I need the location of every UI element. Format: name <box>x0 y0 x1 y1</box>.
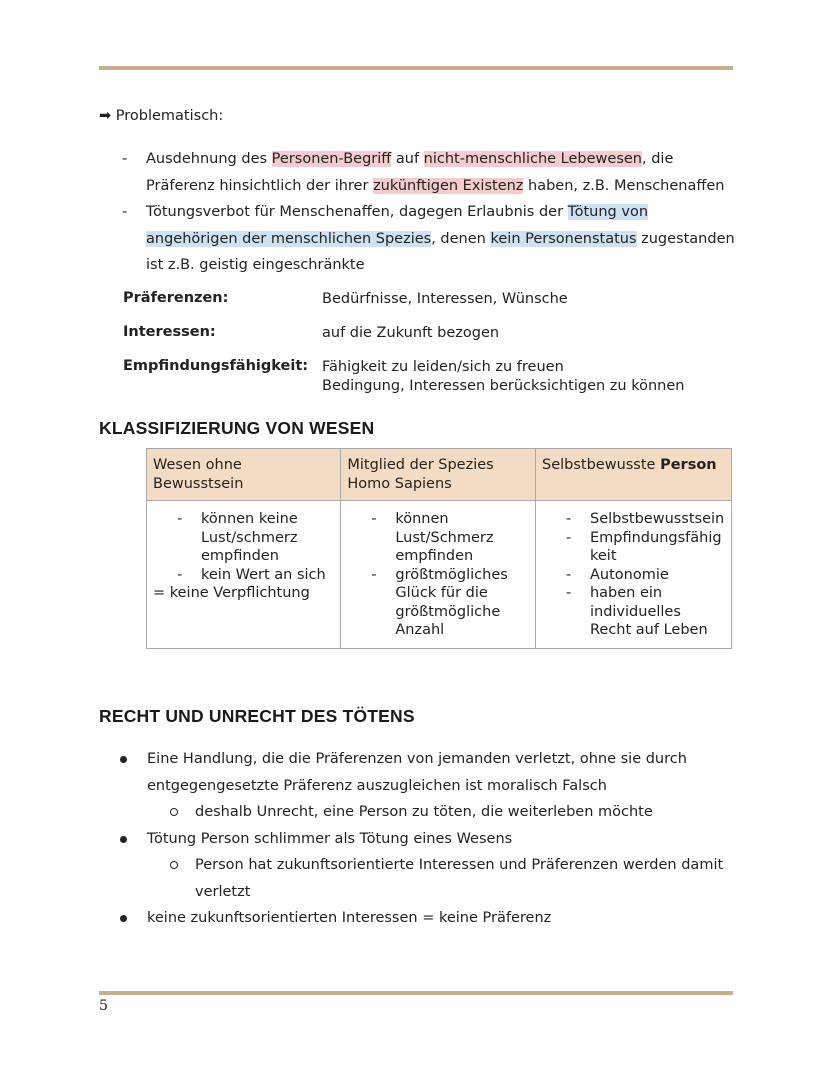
list-item <box>153 566 334 585</box>
highlight-blue: kein Personenstatus <box>490 230 637 247</box>
item-text: größtmögliches Glück für die größtmögliche Anzahl <box>395 566 508 638</box>
header-text: Wesen ohne Bewusstsein <box>153 457 244 492</box>
bullet-text: keine zukunftsorientierten Interessen = keine Präferenz <box>147 910 552 926</box>
definition-value <box>322 358 684 395</box>
list-item <box>542 566 725 585</box>
header-text: Selbstbewusste <box>541 457 661 473</box>
header-bold-text: Person <box>660 457 717 473</box>
item-text: können Lust/Schmerz empfinden <box>395 511 494 564</box>
list-item <box>153 510 334 566</box>
problem-text: Tötungsverbot für Menschenaffen, dagegen Erlaubnis der <box>146 204 568 220</box>
problem-item <box>122 146 742 199</box>
table-header-cell <box>341 449 536 501</box>
problem-text: , die Präferenz hinsichtlich der ihrer <box>146 151 674 194</box>
top-divider <box>99 66 733 70</box>
bullet-dot <box>120 756 127 763</box>
sub-bullet-text: Person hat zukunftsorientierte Interessen und Präferenzen werden damit verletzt <box>195 857 724 900</box>
bullet-item <box>120 746 740 799</box>
cell-list <box>347 510 529 640</box>
problem-text: haben, z.B. Menschenaffen <box>523 177 725 194</box>
classification-table <box>146 448 732 649</box>
problem-text: , denen <box>431 230 491 247</box>
bullet-text: Tötung Person schlimmer als Tötung eines Wesens <box>147 830 513 847</box>
cell-footer: = keine Verpflichtung <box>153 585 310 601</box>
sub-bullet-circle <box>170 808 178 816</box>
page-number: 5 <box>99 998 108 1014</box>
sub-bullet-text: deshalb Unrecht, eine Person zu töten, die weiterleben möchte <box>195 804 653 820</box>
list-item <box>542 510 725 529</box>
cell-list <box>542 510 725 640</box>
section-heading-killing: RECHT UND UNRECHT DES TÖTENS <box>99 706 415 726</box>
list-item <box>347 566 529 640</box>
sub-bullet-item <box>120 852 740 905</box>
bullet-dot <box>120 915 127 922</box>
dash-marker: - <box>371 566 377 583</box>
item-text: Autonomie <box>589 566 669 583</box>
problem-list <box>122 146 742 279</box>
cell-list <box>153 510 334 584</box>
dash-marker: - <box>177 566 183 583</box>
highlight-blue: Tötung von angehörigen der menschlichen Spezies <box>146 204 649 247</box>
definitions <box>123 290 743 392</box>
definition-row <box>123 358 743 392</box>
sub-bullet-circle <box>170 861 178 869</box>
table-header-row <box>147 449 732 501</box>
definition-value <box>322 324 499 343</box>
highlight-red: nicht-menschliche Lebewesen <box>423 151 642 167</box>
dash-marker: - <box>565 566 572 583</box>
bullet-item <box>120 905 740 932</box>
dash-marker: - <box>565 529 572 546</box>
item-text: haben ein individuelles Recht auf Leben <box>589 585 708 638</box>
bullet-dot <box>120 836 127 843</box>
problematic-text: Problematisch: <box>115 108 224 124</box>
arrow-icon: ➡ <box>99 108 112 124</box>
problem-item <box>122 199 742 279</box>
problematic-label <box>99 108 223 124</box>
list-item <box>542 584 725 640</box>
item-text: Selbstbewusstsein <box>589 511 725 527</box>
definition-term: Präferenzen: <box>123 290 229 306</box>
definition-line: Fähigkeit zu leiden/sich zu freuen <box>322 359 564 375</box>
bullet-text: Eine Handlung, die die Präferenzen von jemanden verletzt, ohne sie durch entgegengesetzte Präferenz auszugleichen ist moralisch Falsch <box>147 751 687 794</box>
definition-line: auf die Zukunft bezogen <box>322 325 500 341</box>
dash-marker: - <box>122 151 128 167</box>
item-text: kein Wert an sich <box>201 566 326 583</box>
killing-bullets <box>120 746 740 932</box>
problem-text: auf <box>391 151 424 167</box>
dash-marker: - <box>122 204 128 220</box>
bottom-divider <box>99 991 733 995</box>
sub-bullet-item <box>120 799 740 826</box>
list-item <box>542 529 725 566</box>
highlight-red: zukünftigen Existenz <box>373 177 524 194</box>
definition-value <box>322 290 568 309</box>
header-text: Mitglied der Spezies Homo Sapiens <box>347 457 494 492</box>
highlight-red: Personen-Begriff <box>271 151 392 167</box>
item-text: Empfindungsfähigkeit <box>589 529 722 564</box>
section-heading-classification: KLASSIFIZIERUNG VON WESEN <box>99 418 375 438</box>
dash-marker: - <box>565 511 572 527</box>
table-row <box>147 501 732 649</box>
definition-term: Interessen: <box>123 324 216 340</box>
definition-row <box>123 290 743 324</box>
item-text: können keine Lust/schmerz empfinden <box>201 511 298 564</box>
dash-marker: - <box>371 511 377 527</box>
table-cell <box>535 501 731 649</box>
bullet-item <box>120 826 740 853</box>
problem-text: Ausdehnung des <box>146 151 272 167</box>
table-cell <box>341 501 536 649</box>
table-header-cell <box>147 449 341 501</box>
dash-marker: - <box>177 511 183 527</box>
problem-text: zugestanden ist z.B. geistig eingeschränkte <box>146 230 735 273</box>
table-header-cell <box>535 449 731 501</box>
definition-line: Bedingung, Interessen berücksichtigen zu können <box>322 377 685 394</box>
definition-line: Bedürfnisse, Interessen, Wünsche <box>322 291 568 307</box>
definition-row <box>123 324 743 358</box>
list-item <box>347 510 529 566</box>
table-cell <box>147 501 341 649</box>
dash-marker: - <box>565 585 572 601</box>
definition-term: Empfindungsfähigkeit: <box>123 358 309 374</box>
